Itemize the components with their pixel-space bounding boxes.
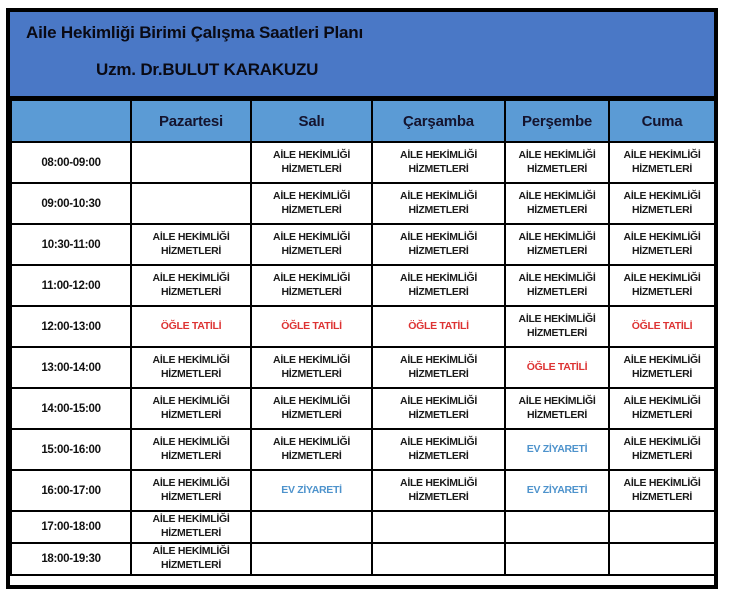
schedule-cell-empty: [609, 511, 715, 543]
schedule-cell-service: AİLE HEKİMLİĞİ HİZMETLERİ: [372, 183, 505, 224]
schedule-row-2: [11, 224, 715, 265]
time-cell: 14:00-15:00: [11, 388, 131, 429]
schedule-cell-service: AİLE HEKİMLİĞİ HİZMETLERİ: [131, 347, 251, 388]
time-cell: 15:00-16:00: [11, 429, 131, 470]
schedule-cell-empty: [131, 183, 251, 224]
time-cell: 11:00-12:00: [11, 265, 131, 306]
schedule-cell-service: AİLE HEKİMLİĞİ HİZMETLERİ: [505, 142, 609, 183]
schedule-cell-lunch: ÖĞLE TATİLİ: [505, 347, 609, 388]
schedule-cell-service: AİLE HEKİMLİĞİ HİZMETLERİ: [372, 470, 505, 511]
schedule-cell-service: AİLE HEKİMLİĞİ HİZMETLERİ: [131, 265, 251, 306]
schedule-row-5: [11, 347, 715, 388]
schedule-cell-service: AİLE HEKİMLİĞİ HİZMETLERİ: [609, 183, 715, 224]
schedule-cell-service: AİLE HEKİMLİĞİ HİZMETLERİ: [609, 470, 715, 511]
schedule-cell-service: AİLE HEKİMLİĞİ HİZMETLERİ: [131, 543, 251, 575]
schedule-document: [6, 8, 718, 589]
schedule-row-9: [11, 511, 715, 543]
schedule-cell-service: AİLE HEKİMLİĞİ HİZMETLERİ: [251, 224, 372, 265]
time-cell: 13:00-14:00: [11, 347, 131, 388]
schedule-cell-service: AİLE HEKİMLİĞİ HİZMETLERİ: [505, 306, 609, 347]
schedule-cell-lunch: ÖĞLE TATİLİ: [609, 306, 715, 347]
schedule-row-3: [11, 265, 715, 306]
time-cell: 17:00-18:00: [11, 511, 131, 543]
schedule-cell-empty: [251, 543, 372, 575]
corner-cell: [11, 100, 131, 142]
schedule-cell-service: AİLE HEKİMLİĞİ HİZMETLERİ: [251, 429, 372, 470]
schedule-cell-service: AİLE HEKİMLİĞİ HİZMETLERİ: [505, 224, 609, 265]
title-block: [10, 12, 714, 99]
schedule-cell-service: AİLE HEKİMLİĞİ HİZMETLERİ: [372, 347, 505, 388]
day-header-0: Pazartesi: [131, 100, 251, 142]
schedule-cell-visit: EV ZİYARETİ: [251, 470, 372, 511]
schedule-table: [10, 99, 716, 576]
schedule-cell-service: AİLE HEKİMLİĞİ HİZMETLERİ: [131, 511, 251, 543]
schedule-cell-service: AİLE HEKİMLİĞİ HİZMETLERİ: [131, 429, 251, 470]
schedule-cell-service: AİLE HEKİMLİĞİ HİZMETLERİ: [505, 265, 609, 306]
schedule-cell-service: AİLE HEKİMLİĞİ HİZMETLERİ: [372, 224, 505, 265]
schedule-row-4: [11, 306, 715, 347]
day-header-1: Salı: [251, 100, 372, 142]
schedule-cell-empty: [505, 511, 609, 543]
time-cell: 09:00-10:30: [11, 183, 131, 224]
schedule-cell-visit: EV ZİYARETİ: [505, 470, 609, 511]
schedule-row-8: [11, 470, 715, 511]
schedule-cell-empty: [251, 511, 372, 543]
day-header-3: Perşembe: [505, 100, 609, 142]
schedule-cell-service: AİLE HEKİMLİĞİ HİZMETLERİ: [505, 388, 609, 429]
schedule-cell-service: AİLE HEKİMLİĞİ HİZMETLERİ: [131, 388, 251, 429]
document-title: Aile Hekimliği Birimi Çalışma Saatleri Planı: [26, 23, 364, 42]
schedule-cell-service: AİLE HEKİMLİĞİ HİZMETLERİ: [609, 224, 715, 265]
schedule-cell-service: AİLE HEKİMLİĞİ HİZMETLERİ: [372, 142, 505, 183]
schedule-row-7: [11, 429, 715, 470]
schedule-cell-empty: [372, 511, 505, 543]
day-header-4: Cuma: [609, 100, 715, 142]
schedule-cell-service: AİLE HEKİMLİĞİ HİZMETLERİ: [609, 429, 715, 470]
time-cell: 16:00-17:00: [11, 470, 131, 511]
schedule-cell-lunch: ÖĞLE TATİLİ: [372, 306, 505, 347]
schedule-cell-empty: [505, 543, 609, 575]
schedule-row-1: [11, 183, 715, 224]
schedule-cell-lunch: ÖĞLE TATİLİ: [131, 306, 251, 347]
schedule-cell-service: AİLE HEKİMLİĞİ HİZMETLERİ: [372, 265, 505, 306]
time-cell: 12:00-13:00: [11, 306, 131, 347]
schedule-table-body: [11, 142, 715, 575]
schedule-row-6: [11, 388, 715, 429]
schedule-cell-empty: [609, 543, 715, 575]
time-cell: 10:30-11:00: [11, 224, 131, 265]
schedule-cell-empty: [372, 543, 505, 575]
schedule-cell-service: AİLE HEKİMLİĞİ HİZMETLERİ: [609, 265, 715, 306]
schedule-cell-service: AİLE HEKİMLİĞİ HİZMETLERİ: [131, 224, 251, 265]
schedule-cell-service: AİLE HEKİMLİĞİ HİZMETLERİ: [251, 142, 372, 183]
day-header-2: Çarşamba: [372, 100, 505, 142]
schedule-cell-empty: [131, 142, 251, 183]
schedule-cell-service: AİLE HEKİMLİĞİ HİZMETLERİ: [609, 142, 715, 183]
schedule-row-10: [11, 543, 715, 575]
schedule-cell-service: AİLE HEKİMLİĞİ HİZMETLERİ: [251, 265, 372, 306]
schedule-row-0: [11, 142, 715, 183]
schedule-cell-service: AİLE HEKİMLİĞİ HİZMETLERİ: [372, 388, 505, 429]
schedule-table-header: [11, 100, 715, 142]
schedule-cell-service: AİLE HEKİMLİĞİ HİZMETLERİ: [609, 347, 715, 388]
schedule-cell-service: AİLE HEKİMLİĞİ HİZMETLERİ: [131, 470, 251, 511]
schedule-cell-service: AİLE HEKİMLİĞİ HİZMETLERİ: [251, 388, 372, 429]
schedule-cell-service: AİLE HEKİMLİĞİ HİZMETLERİ: [505, 183, 609, 224]
schedule-cell-service: AİLE HEKİMLİĞİ HİZMETLERİ: [251, 347, 372, 388]
schedule-cell-service: AİLE HEKİMLİĞİ HİZMETLERİ: [251, 183, 372, 224]
schedule-cell-service: AİLE HEKİMLİĞİ HİZMETLERİ: [609, 388, 715, 429]
schedule-cell-visit: EV ZİYARETİ: [505, 429, 609, 470]
schedule-cell-lunch: ÖĞLE TATİLİ: [251, 306, 372, 347]
schedule-cell-service: AİLE HEKİMLİĞİ HİZMETLERİ: [372, 429, 505, 470]
doctor-name: Uzm. Dr.BULUT KARAKUZU: [96, 60, 319, 79]
time-cell: 08:00-09:00: [11, 142, 131, 183]
day-header-row: [11, 100, 715, 142]
time-cell: 18:00-19:30: [11, 543, 131, 575]
